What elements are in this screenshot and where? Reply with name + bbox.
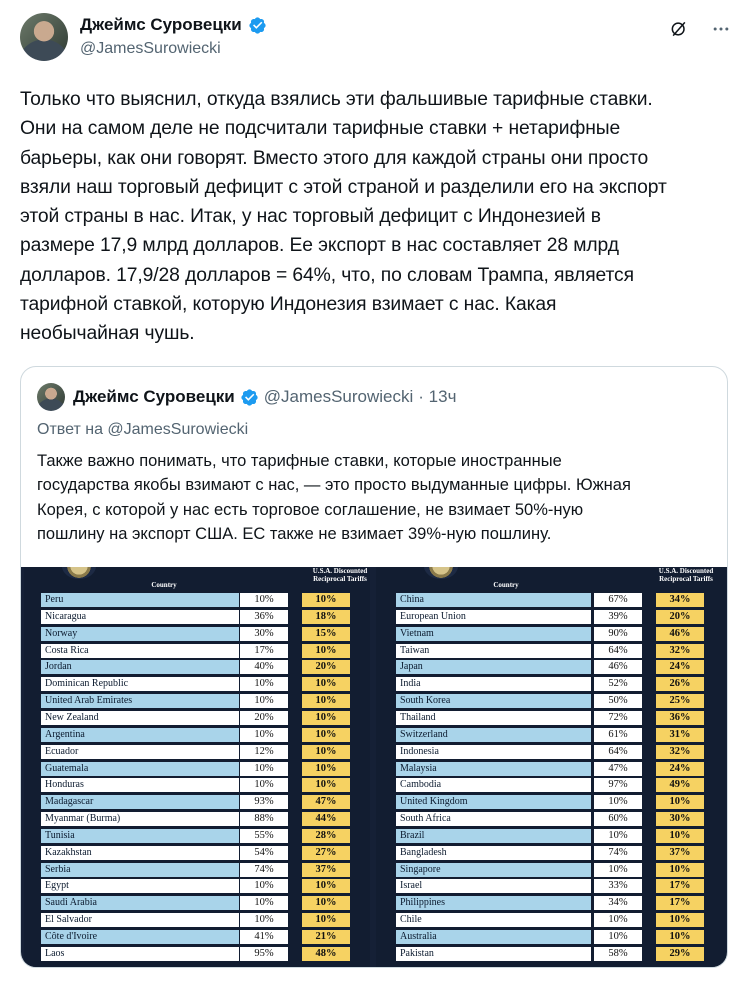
tariff-charged-value: 10%	[594, 795, 642, 809]
tariff-charged-value: 10%	[240, 778, 288, 792]
seal-emblem	[424, 567, 458, 579]
tariff-charged-value: 30%	[240, 627, 288, 641]
header-country: Country	[151, 581, 177, 589]
country-name: Dominican Republic	[41, 677, 239, 691]
country-name: El Salvador	[41, 913, 239, 927]
author-handle[interactable]: @JamesSurowiecki	[80, 40, 221, 57]
tariff-charged-value: 64%	[594, 745, 642, 759]
reciprocal-tariff-value: 31%	[656, 728, 704, 742]
seal-emblem	[62, 567, 96, 579]
reciprocal-tariff-value: 10%	[302, 711, 350, 725]
tariff-charged-value: 10%	[240, 896, 288, 910]
country-name: China	[396, 593, 591, 607]
reciprocal-tariff-value: 20%	[302, 660, 350, 674]
country-name: Thailand	[396, 711, 591, 725]
reciprocal-tariff-value: 10%	[656, 863, 704, 877]
reciprocal-tariff-value: 47%	[302, 795, 350, 809]
reciprocal-tariff-value: 10%	[302, 745, 350, 759]
quoted-tweet[interactable]	[20, 366, 728, 968]
tariff-table-image[interactable]	[21, 567, 727, 968]
reciprocal-tariff-value: 10%	[302, 728, 350, 742]
tariff-charged-value: 61%	[594, 728, 642, 742]
reciprocal-tariff-value: 15%	[302, 627, 350, 641]
tariff-charged-value: 36%	[240, 610, 288, 624]
country-name: United Kingdom	[396, 795, 591, 809]
tariff-charged-value: 90%	[594, 627, 642, 641]
country-name: Vietnam	[396, 627, 591, 641]
quote-line: государства якобы взимают с нас, — это просто выдуманные цифры. Южная	[37, 476, 631, 495]
country-name: Bangladesh	[396, 846, 591, 860]
tweet-line: долларов. 17,9/28 долларов = 64%, что, по словам Трампа, является	[20, 264, 634, 286]
tariff-charged-value: 10%	[240, 593, 288, 607]
country-name: Egypt	[41, 879, 239, 893]
more-options-icon[interactable]	[711, 19, 731, 39]
author-name[interactable]: Джеймс Суровецки	[80, 15, 242, 34]
verified-badge-icon	[248, 16, 267, 35]
country-name: Philippines	[396, 896, 591, 910]
tariff-charged-value: 41%	[240, 930, 288, 944]
country-name: Myanmar (Burma)	[41, 812, 239, 826]
country-name: Madagascar	[41, 795, 239, 809]
quote-author-handle: @JamesSurowiecki	[263, 387, 414, 406]
reciprocal-tariff-value: 10%	[302, 694, 350, 708]
tariff-charged-value: 40%	[240, 660, 288, 674]
reciprocal-tariff-value: 10%	[656, 829, 704, 843]
country-name: South Africa	[396, 812, 591, 826]
country-name: Honduras	[41, 778, 239, 792]
tariff-charged-value: 47%	[594, 762, 642, 776]
tweet-line: этой страны в нас. Итак, у нас торговый дефицит с Индонезией в	[20, 206, 601, 228]
author-avatar[interactable]	[20, 13, 68, 61]
reciprocal-tariff-value: 10%	[656, 930, 704, 944]
country-name: Costa Rica	[41, 644, 239, 658]
reciprocal-tariff-value: 17%	[656, 879, 704, 893]
tariff-charged-value: 93%	[240, 795, 288, 809]
reciprocal-tariff-value: 32%	[656, 745, 704, 759]
tariff-panel-right	[376, 567, 726, 968]
reciprocal-tariff-value: 26%	[656, 677, 704, 691]
top-actions	[669, 19, 731, 39]
quote-timestamp: · 13ч	[418, 387, 457, 406]
tariff-charged-value: 95%	[240, 947, 288, 961]
reciprocal-tariff-value: 17%	[656, 896, 704, 910]
reciprocal-tariff-value: 24%	[656, 762, 704, 776]
country-name: Côte d'Ivoire	[41, 930, 239, 944]
country-name: Indonesia	[396, 745, 591, 759]
quote-line: Также важно понимать, что тарифные ставки, которые иностранные	[37, 452, 562, 470]
reciprocal-tariff-value: 10%	[656, 795, 704, 809]
country-name: European Union	[396, 610, 591, 624]
country-name: South Korea	[396, 694, 591, 708]
reciprocal-tariff-value: 34%	[656, 593, 704, 607]
tariff-charged-value: 46%	[594, 660, 642, 674]
tariff-charged-value: 10%	[240, 879, 288, 893]
country-name: Jordan	[41, 660, 239, 674]
country-name: United Arab Emirates	[41, 694, 239, 708]
tariff-charged-value: 72%	[594, 711, 642, 725]
quote-author-name: Джеймс Суровецки	[73, 387, 235, 406]
tariff-charged-value: 10%	[240, 762, 288, 776]
tariff-charged-value: 10%	[594, 930, 642, 944]
reciprocal-tariff-value: 29%	[656, 947, 704, 961]
tariff-charged-value: 39%	[594, 610, 642, 624]
tariff-charged-value: 17%	[240, 644, 288, 658]
reciprocal-tariff-value: 10%	[302, 677, 350, 691]
country-name: New Zealand	[41, 711, 239, 725]
reciprocal-tariff-value: 10%	[302, 913, 350, 927]
reciprocal-tariff-value: 18%	[302, 610, 350, 624]
reciprocal-tariff-value: 24%	[656, 660, 704, 674]
tweet-line: размере 17,9 млрд долларов. Ее экспорт в нас составляет 28 млрд	[20, 235, 619, 257]
country-name: Israel	[396, 879, 591, 893]
tariff-charged-value: 10%	[240, 913, 288, 927]
tariff-charged-value: 10%	[240, 677, 288, 691]
tariff-charged-value: 88%	[240, 812, 288, 826]
tweet-line: Только что выяснил, откуда взялись эти фальшивые тарифные ставки.	[20, 89, 653, 110]
tariff-charged-value: 60%	[594, 812, 642, 826]
country-name: India	[396, 677, 591, 691]
reciprocal-tariff-value: 37%	[302, 863, 350, 877]
tweet-line: взяли наш торговый дефицит с этой страной и разделили его на экспорт	[20, 176, 667, 198]
country-name: Cambodia	[396, 778, 591, 792]
reciprocal-tariff-value: 44%	[302, 812, 350, 826]
reciprocal-tariff-value: 49%	[656, 778, 704, 792]
quote-header	[73, 387, 456, 407]
reciprocal-tariff-value: 37%	[656, 846, 704, 860]
reciprocal-tariff-value: 10%	[302, 762, 350, 776]
country-name: Saudi Arabia	[41, 896, 239, 910]
reciprocal-tariff-value: 10%	[302, 593, 350, 607]
tariff-charged-value: 55%	[240, 829, 288, 843]
tariff-panel-left	[24, 567, 370, 968]
tweet-line: необычайная чушь.	[20, 323, 195, 345]
tariff-charged-value: 52%	[594, 677, 642, 691]
country-name: Tunisia	[41, 829, 239, 843]
tweet-text	[20, 85, 720, 349]
reciprocal-tariff-value: 10%	[302, 896, 350, 910]
tariff-charged-value: 34%	[594, 896, 642, 910]
author-name-row	[80, 15, 267, 35]
tariff-charged-value: 74%	[594, 846, 642, 860]
country-name: Taiwan	[396, 644, 591, 658]
header-country: Country	[493, 581, 519, 589]
quote-line: Корея, с которой у нас есть торговое соглашение, не взимает 50%-ную	[37, 500, 584, 519]
reciprocal-tariff-value: 28%	[302, 829, 350, 843]
reciprocal-tariff-value: 20%	[656, 610, 704, 624]
tweet-line: барьеры, как они говорят. Вместо этого для каждой страны они просто	[20, 147, 649, 169]
reciprocal-tariff-value: 36%	[656, 711, 704, 725]
header-tariffs: U.S.A. Discounted Reciprocal Tariffs	[658, 567, 714, 583]
tariff-charged-value: 20%	[240, 711, 288, 725]
tweet-line: тарифной ставкой, которую Индонезия взимает с нас. Какая	[20, 294, 557, 316]
reciprocal-tariff-value: 48%	[302, 947, 350, 961]
reciprocal-tariff-value: 10%	[302, 778, 350, 792]
reciprocal-tariff-value: 21%	[302, 930, 350, 944]
country-name: Switzerland	[396, 728, 591, 742]
country-name: Chile	[396, 913, 591, 927]
country-name: Singapore	[396, 863, 591, 877]
tariff-charged-value: 10%	[240, 728, 288, 742]
tariff-charged-value: 58%	[594, 947, 642, 961]
reply-to-label: Ответ на @JamesSurowiecki	[37, 421, 249, 438]
reciprocal-tariff-value: 46%	[656, 627, 704, 641]
country-name: Kazakhstan	[41, 846, 239, 860]
country-name: Peru	[41, 593, 239, 607]
reciprocal-tariff-value: 30%	[656, 812, 704, 826]
tariff-charged-value: 54%	[240, 846, 288, 860]
tariff-charged-value: 97%	[594, 778, 642, 792]
reciprocal-tariff-value: 10%	[302, 644, 350, 658]
tweet-line: Они на самом деле не подсчитали тарифные ставки + нетарифные	[20, 118, 621, 140]
country-name: Norway	[41, 627, 239, 641]
tariff-charged-value: 50%	[594, 694, 642, 708]
country-name: Australia	[396, 930, 591, 944]
country-name: Japan	[396, 660, 591, 674]
country-name: Malaysia	[396, 762, 591, 776]
country-name: Pakistan	[396, 947, 591, 961]
reciprocal-tariff-value: 10%	[656, 913, 704, 927]
tariff-charged-value: 12%	[240, 745, 288, 759]
tariff-charged-value: 10%	[594, 913, 642, 927]
tariff-charged-value: 67%	[594, 593, 642, 607]
tariff-charged-value: 64%	[594, 644, 642, 658]
tariff-charged-value: 33%	[594, 879, 642, 893]
country-name: Ecuador	[41, 745, 239, 759]
tariff-charged-value: 10%	[594, 863, 642, 877]
reciprocal-tariff-value: 10%	[302, 879, 350, 893]
verified-badge-icon	[240, 388, 259, 407]
grok-icon[interactable]	[669, 19, 689, 39]
tariff-charged-value: 10%	[594, 829, 642, 843]
tariff-charged-value: 74%	[240, 863, 288, 877]
country-name: Guatemala	[41, 762, 239, 776]
reciprocal-tariff-value: 32%	[656, 644, 704, 658]
country-name: Brazil	[396, 829, 591, 843]
country-name: Serbia	[41, 863, 239, 877]
quote-text	[37, 449, 717, 547]
country-name: Argentina	[41, 728, 239, 742]
header-tariffs: U.S.A. Discounted Reciprocal Tariffs	[312, 567, 368, 583]
tariff-charged-value: 10%	[240, 694, 288, 708]
country-name: Nicaragua	[41, 610, 239, 624]
reciprocal-tariff-value: 25%	[656, 694, 704, 708]
quote-line: пошлину на экспорт США. ЕС также не взимает 39%-ную пошлину.	[37, 525, 552, 544]
quote-avatar	[37, 383, 65, 411]
country-name: Laos	[41, 947, 239, 961]
reciprocal-tariff-value: 27%	[302, 846, 350, 860]
